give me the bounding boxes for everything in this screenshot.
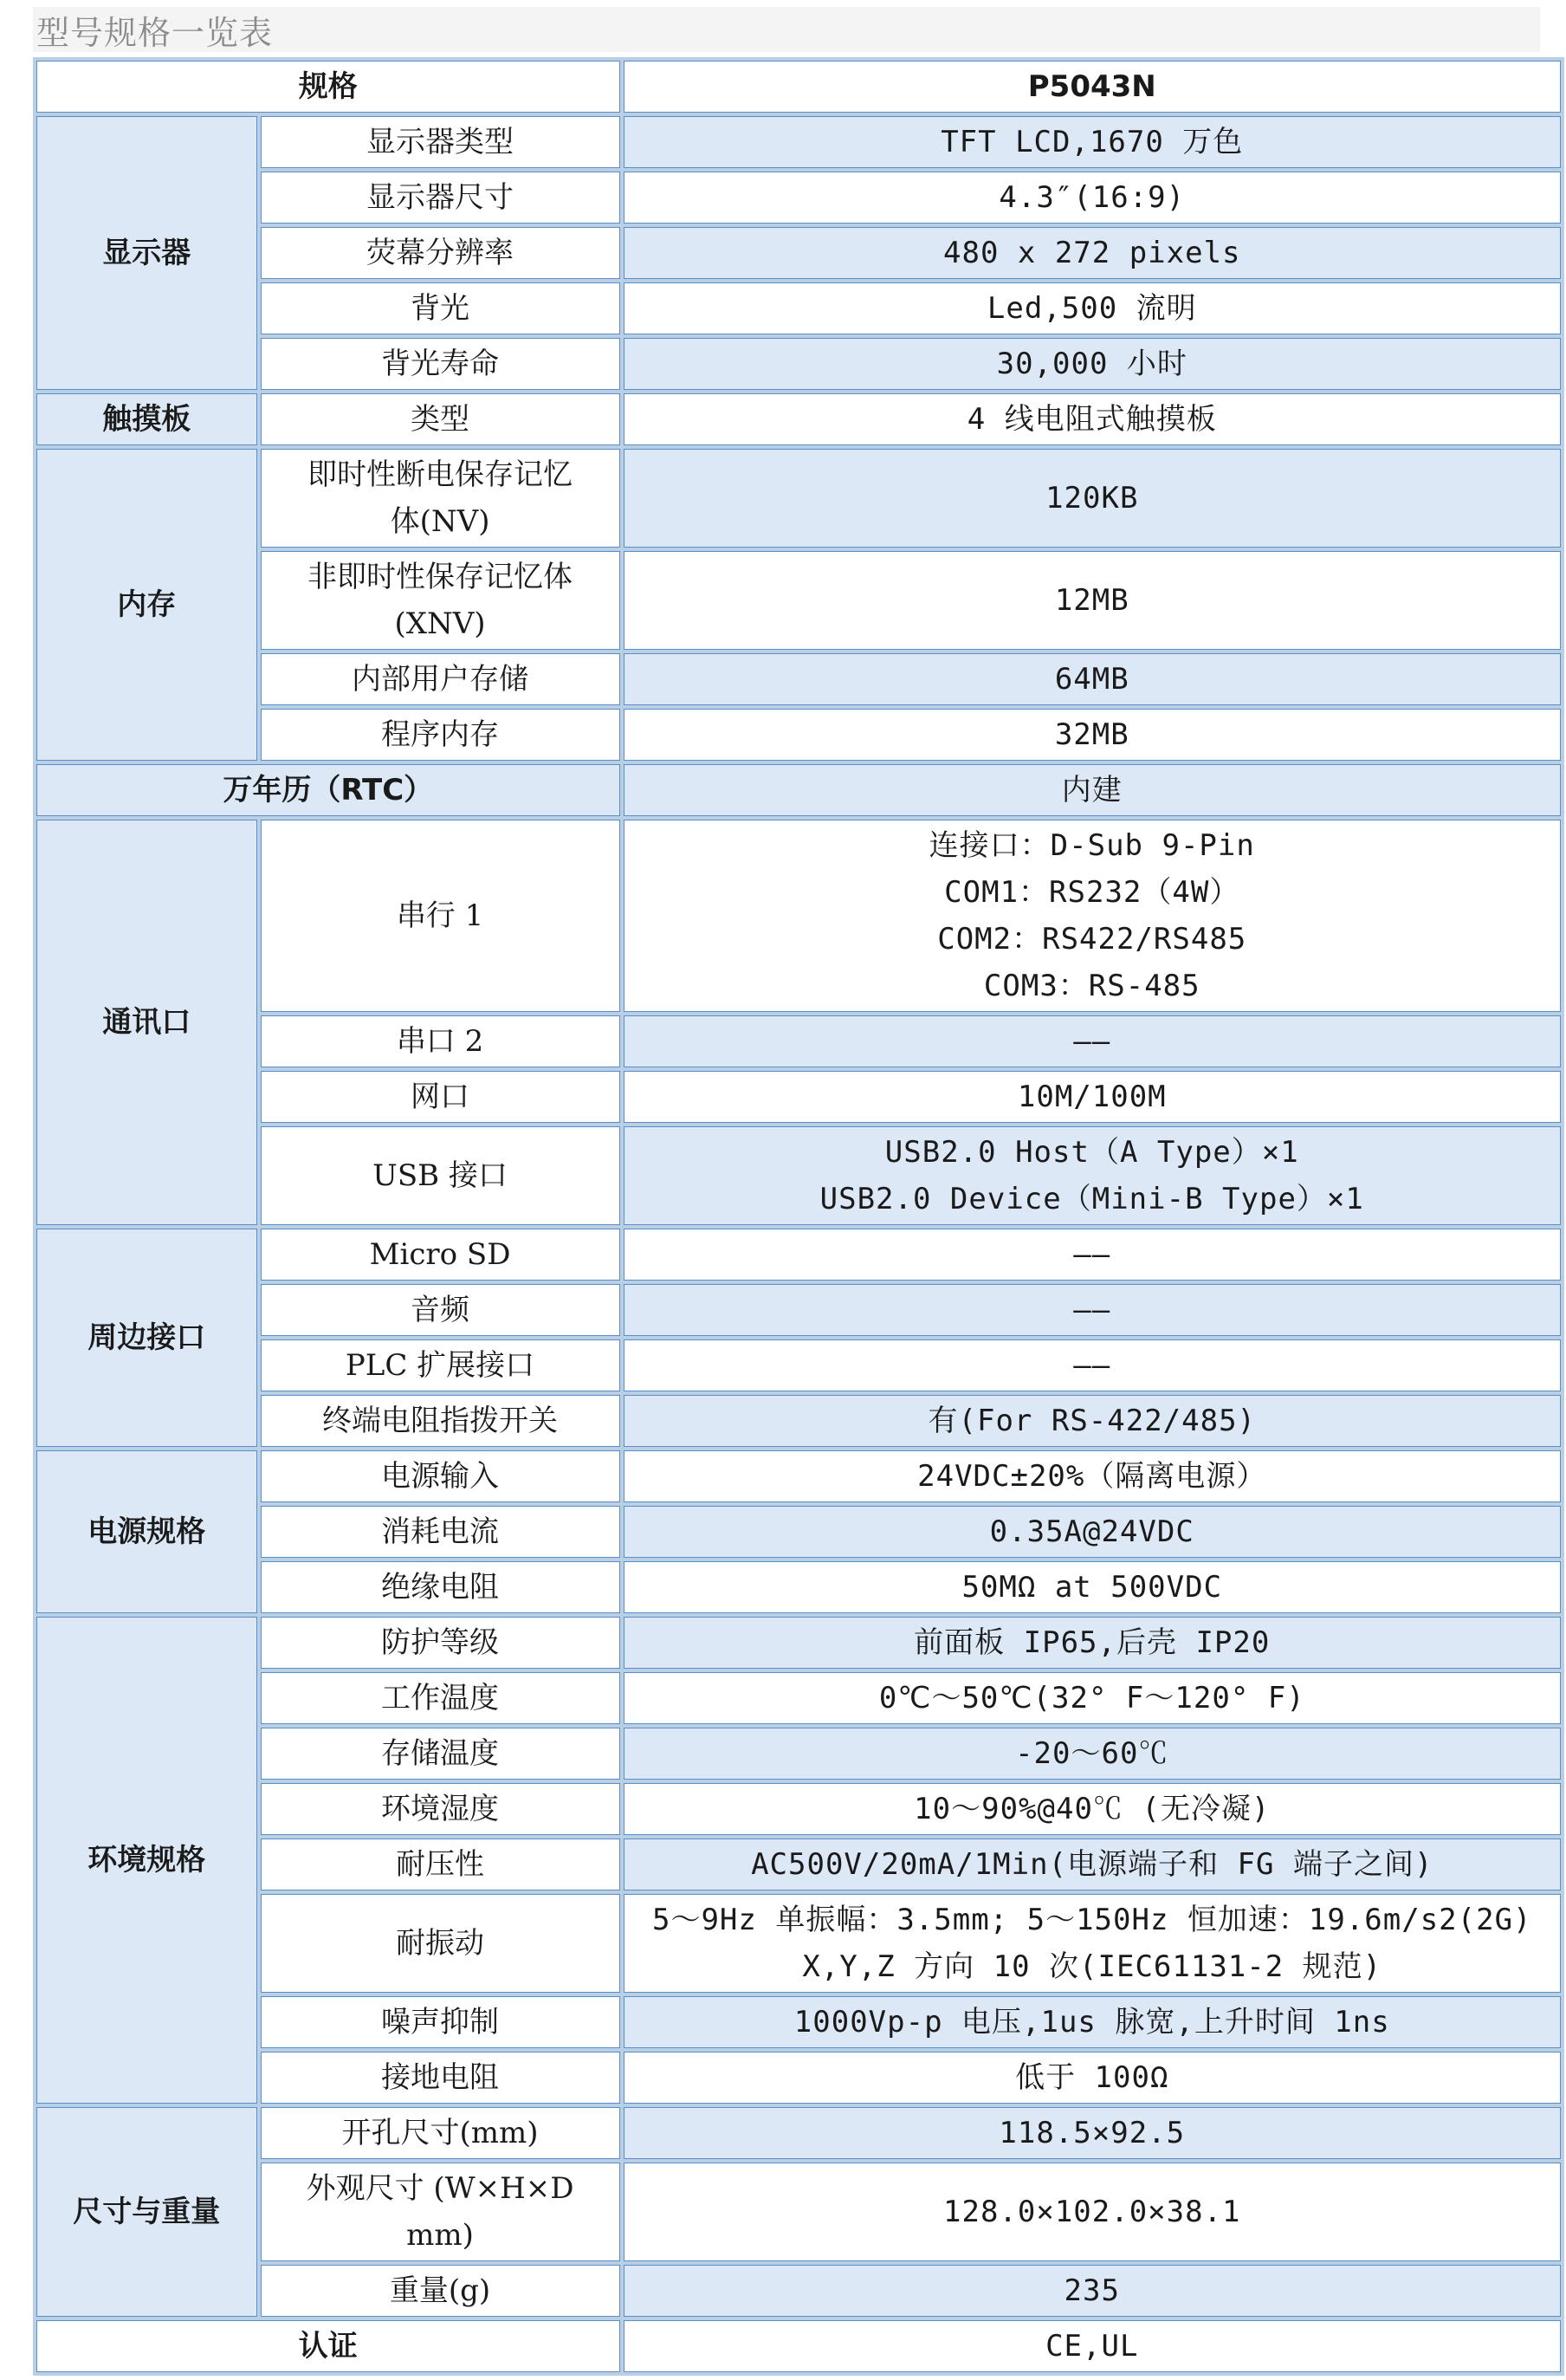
item-label-line: (XNV) [394, 606, 486, 641]
item-value: 50MΩ at 500VDC [624, 1561, 1561, 1613]
table-row [36, 1894, 1561, 1993]
table-row [36, 449, 1561, 548]
value-line: X,Y,Z 方向 10 次(IEC61131-2 规范) [802, 1949, 1382, 1984]
table-row [36, 1071, 1561, 1123]
cert-value: CE,UL [624, 2320, 1561, 2372]
item-value: 128.0×102.0×38.1 [624, 2163, 1561, 2261]
table-row [36, 227, 1561, 279]
header-model: P5043N [624, 61, 1561, 113]
item-value: 118.5×92.5 [624, 2107, 1561, 2159]
item-value: —— [624, 1284, 1561, 1336]
item-value: AC500V/20mA/1Min(电源端子和 FG 端子之间) [624, 1839, 1561, 1890]
item-label: 绝缘电阻 [261, 1561, 620, 1613]
item-label: Micro SD [261, 1229, 620, 1281]
item-label: 耐振动 [261, 1894, 620, 1993]
table-row [36, 2265, 1561, 2317]
table-row [36, 820, 1561, 1012]
table-row [36, 393, 1561, 445]
item-value: 12MB [624, 551, 1561, 650]
table-row [36, 1015, 1561, 1067]
item-label: 荧幕分辨率 [261, 227, 620, 279]
item-label: 噪声抑制 [261, 1996, 620, 2048]
table-header-row [36, 61, 1561, 113]
table-row [36, 2052, 1561, 2104]
item-label-line: 即时性断电保存记忆 [307, 457, 573, 492]
item-label: 网口 [261, 1071, 620, 1123]
item-label [261, 2163, 620, 2261]
table-row [36, 1450, 1561, 1502]
item-label-line: mm) [406, 2218, 474, 2253]
item-value: 64MB [624, 653, 1561, 705]
table-row [36, 1561, 1561, 1613]
item-value: 120KB [624, 449, 1561, 548]
item-value: 前面板 IP65,后壳 IP20 [624, 1617, 1561, 1669]
item-label: PLC 扩展接口 [261, 1339, 620, 1391]
item-value: 0.35A@24VDC [624, 1506, 1561, 1558]
item-label: 重量(g) [261, 2265, 620, 2317]
item-value: 10M/100M [624, 1071, 1561, 1123]
table-row [36, 1617, 1561, 1669]
rtc-value: 内建 [624, 764, 1561, 816]
item-value: -20～60℃ [624, 1728, 1561, 1780]
item-label: 类型 [261, 393, 620, 445]
item-label: 显示器尺寸 [261, 172, 620, 224]
item-value: 4.3″(16:9) [624, 172, 1561, 224]
item-label: 工作温度 [261, 1672, 620, 1724]
spec-table [33, 57, 1564, 2376]
value-line: COM3：RS-485 [983, 969, 1200, 1003]
item-label: 内部用户存储 [261, 653, 620, 705]
item-value [624, 1126, 1561, 1225]
value-line: 5～9Hz 单振幅：3.5mm; 5～150Hz 恒加速：19.6m/s2(2G) [651, 1903, 1532, 1937]
value-line: 连接口：D-Sub 9-Pin [929, 828, 1255, 863]
item-value: TFT LCD,1670 万色 [624, 116, 1561, 168]
item-value: 30,000 小时 [624, 338, 1561, 390]
table-row [36, 1996, 1561, 2048]
item-label: 终端电阻指拨开关 [261, 1395, 620, 1447]
category-environment: 环境规格 [36, 1617, 257, 2104]
item-value: 480 x 272 pixels [624, 227, 1561, 279]
item-label: 接地电阻 [261, 2052, 620, 2104]
item-label: 显示器类型 [261, 116, 620, 168]
item-value: 1000Vp-p 电压,1us 脉宽,上升时间 1ns [624, 1996, 1561, 2048]
item-label-line: 外观尺寸 (W×H×D [306, 2171, 574, 2206]
category-touch: 触摸板 [36, 393, 257, 445]
item-value: 24VDC±20%（隔离电源） [624, 1450, 1561, 1502]
item-label: 背光寿命 [261, 338, 620, 390]
item-label: 开孔尺寸(mm) [261, 2107, 620, 2159]
item-value: —— [624, 1015, 1561, 1067]
table-row [36, 1395, 1561, 1447]
value-line: COM1：RS232（4W） [944, 875, 1240, 910]
item-label [261, 449, 620, 548]
item-value [624, 820, 1561, 1012]
category-memory: 内存 [36, 449, 257, 761]
table-row [36, 1728, 1561, 1780]
title-bar [33, 7, 1540, 52]
item-value: 0℃～50℃(32° F～120° F) [624, 1672, 1561, 1724]
rtc-label: 万年历（RTC） [36, 764, 620, 816]
item-label-line: 非即时性保存记忆体 [307, 560, 573, 594]
item-label [261, 551, 620, 650]
table-row [36, 709, 1561, 761]
table-row [36, 2107, 1561, 2159]
item-value [624, 1894, 1561, 1993]
item-label: 背光 [261, 282, 620, 334]
item-value: 235 [624, 2265, 1561, 2317]
item-label: 环境湿度 [261, 1783, 620, 1835]
value-line: COM2：RS422/RS485 [937, 922, 1247, 957]
item-label: 串口 2 [261, 1015, 620, 1067]
value-line: USB2.0 Device（Mini-B Type）×1 [819, 1182, 1364, 1216]
table-row [36, 1506, 1561, 1558]
table-row [36, 1284, 1561, 1336]
item-label: 串行 1 [261, 820, 620, 1012]
table-row [36, 1229, 1561, 1281]
table-row [36, 551, 1561, 650]
document-title: 型号规格一览表 [36, 13, 274, 52]
table-row [36, 1126, 1561, 1225]
item-value: 32MB [624, 709, 1561, 761]
table-row [36, 338, 1561, 390]
table-row [36, 1839, 1561, 1890]
category-dimensions: 尺寸与重量 [36, 2107, 257, 2317]
category-peripheral: 周边接口 [36, 1229, 257, 1447]
item-value: 10～90%@40℃ (无冷凝) [624, 1783, 1561, 1835]
item-label: 存储温度 [261, 1728, 620, 1780]
value-line: USB2.0 Host（A Type）×1 [884, 1135, 1299, 1170]
cert-label: 认证 [36, 2320, 620, 2372]
table-row [36, 116, 1561, 168]
item-value: Led,500 流明 [624, 282, 1561, 334]
category-display: 显示器 [36, 116, 257, 390]
item-label-line: 体(NV) [390, 504, 490, 539]
table-row [36, 2163, 1561, 2261]
table-row [36, 653, 1561, 705]
item-value: 有(For RS-422/485) [624, 1395, 1561, 1447]
item-label: 音频 [261, 1284, 620, 1336]
item-label: 消耗电流 [261, 1506, 620, 1558]
category-power: 电源规格 [36, 1450, 257, 1613]
item-value: 低于 100Ω [624, 2052, 1561, 2104]
item-value: 4 线电阻式触摸板 [624, 393, 1561, 445]
table-row [36, 1672, 1561, 1724]
item-value: —— [624, 1229, 1561, 1281]
item-value: —— [624, 1339, 1561, 1391]
table-row [36, 1783, 1561, 1835]
item-label: 耐压性 [261, 1839, 620, 1890]
table-row [36, 1339, 1561, 1391]
header-spec: 规格 [36, 61, 620, 113]
item-label: 程序内存 [261, 709, 620, 761]
category-comm: 通讯口 [36, 820, 257, 1225]
item-label: 防护等级 [261, 1617, 620, 1669]
item-label: USB 接口 [261, 1126, 620, 1225]
table-row [36, 764, 1561, 816]
table-row [36, 172, 1561, 224]
table-row [36, 2320, 1561, 2372]
item-label: 电源输入 [261, 1450, 620, 1502]
table-row [36, 282, 1561, 334]
